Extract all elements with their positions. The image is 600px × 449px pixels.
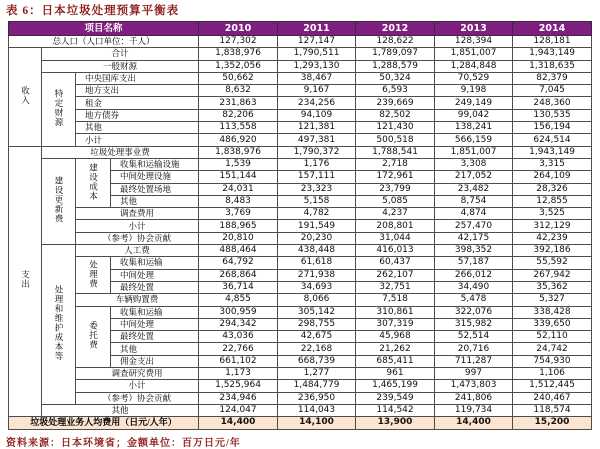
- value-cell: 42,675: [278, 331, 356, 343]
- value-cell: 6,593: [356, 85, 435, 97]
- value-cell: 127,302: [199, 36, 278, 48]
- value-cell: 119,734: [435, 404, 513, 416]
- row-label: [42, 245, 76, 405]
- value-cell: 121,381: [278, 122, 356, 134]
- row-label: 总人口（人口单位：千人）: [9, 36, 199, 48]
- value-cell: 294,342: [199, 318, 278, 330]
- value-cell: 128,181: [513, 36, 592, 48]
- row-label: 其他: [111, 195, 199, 207]
- value-cell: 82,206: [199, 109, 278, 121]
- value-cell: 12,855: [513, 195, 592, 207]
- row-label: 合计: [42, 48, 199, 60]
- value-cell: 1,473,803: [435, 380, 513, 392]
- table-row: [9, 158, 592, 170]
- value-cell: 191,549: [278, 220, 356, 232]
- value-cell: 121,430: [356, 122, 435, 134]
- group-label-vertical: 收入: [20, 85, 31, 105]
- value-cell: 624,514: [513, 134, 592, 146]
- value-cell: 236,950: [278, 392, 356, 404]
- value-cell: 4,855: [199, 294, 278, 306]
- value-cell: 8,483: [199, 195, 278, 207]
- value-cell: 151,144: [199, 171, 278, 183]
- value-cell: 5,478: [435, 294, 513, 306]
- value-cell: 15,200: [513, 417, 592, 429]
- value-cell: 1,525,964: [199, 380, 278, 392]
- value-cell: 1,838,976: [199, 48, 278, 60]
- value-cell: 1,539: [199, 158, 278, 170]
- value-cell: 234,946: [199, 392, 278, 404]
- table-row: [9, 146, 592, 158]
- value-cell: 3,525: [513, 208, 592, 220]
- row-label: [42, 158, 76, 244]
- group-label-vertical: 处理费: [88, 259, 99, 289]
- value-cell: 2,718: [356, 158, 435, 170]
- value-cell: 36,714: [199, 281, 278, 293]
- value-cell: 23,799: [356, 183, 435, 195]
- value-cell: 234,256: [278, 97, 356, 109]
- value-cell: 82,502: [356, 109, 435, 121]
- row-label: 小计: [76, 220, 199, 232]
- value-cell: 4,782: [278, 208, 356, 220]
- row-label: 最终处置: [111, 281, 199, 293]
- row-label: 人工费: [76, 245, 199, 257]
- row-label: 租金: [76, 97, 199, 109]
- table-row: [9, 257, 592, 269]
- value-cell: 339,650: [513, 318, 592, 330]
- value-cell: 1,838,976: [199, 146, 278, 158]
- value-cell: 35,362: [513, 281, 592, 293]
- value-cell: 45,968: [356, 331, 435, 343]
- value-cell: 31,044: [356, 232, 435, 244]
- value-cell: 113,558: [199, 122, 278, 134]
- value-cell: 128,622: [356, 36, 435, 48]
- column-header-year: 2013: [435, 22, 513, 36]
- value-cell: 114,542: [356, 404, 435, 416]
- header-row: [9, 22, 592, 36]
- table-title: 表 6：日本垃圾处理预算平衡表: [6, 5, 180, 17]
- value-cell: 99,042: [435, 109, 513, 121]
- row-label: 其他: [111, 343, 199, 355]
- value-cell: 310,861: [356, 306, 435, 318]
- value-cell: 124,047: [199, 404, 278, 416]
- value-cell: 1,789,097: [356, 48, 435, 60]
- group-label-vertical: 建设更新费: [53, 176, 64, 224]
- value-cell: 34,693: [278, 281, 356, 293]
- value-cell: 1,176: [278, 158, 356, 170]
- value-cell: 1,943,149: [513, 48, 592, 60]
- row-label: [76, 158, 111, 207]
- row-label: [76, 306, 111, 367]
- value-cell: 50,662: [199, 72, 278, 84]
- value-cell: 1,790,511: [278, 48, 356, 60]
- value-cell: 1,173: [199, 368, 278, 380]
- value-cell: 34,490: [435, 281, 513, 293]
- row-label: 最终处置场地: [111, 183, 199, 195]
- group-label-vertical: 建设成本: [88, 162, 99, 201]
- row-label: 中间处理设施: [111, 171, 199, 183]
- row-label: [9, 48, 42, 146]
- value-cell: 217,052: [435, 171, 513, 183]
- budget-table: [8, 21, 592, 430]
- value-cell: 248,360: [513, 97, 592, 109]
- value-cell: 1,318,635: [513, 60, 592, 72]
- value-cell: 138,241: [435, 122, 513, 134]
- value-cell: 3,308: [435, 158, 513, 170]
- value-cell: 4,874: [435, 208, 513, 220]
- value-cell: 307,319: [356, 318, 435, 330]
- value-cell: 497,381: [278, 134, 356, 146]
- value-cell: 754,930: [513, 355, 592, 367]
- value-cell: 128,394: [435, 36, 513, 48]
- table-row: [9, 404, 592, 416]
- table-row: [9, 134, 592, 146]
- value-cell: 231,863: [199, 97, 278, 109]
- value-cell: 997: [435, 368, 513, 380]
- row-label: 其他: [42, 404, 199, 416]
- value-cell: 70,529: [435, 72, 513, 84]
- row-label: 收集和运输: [111, 306, 199, 318]
- table-row: [9, 122, 592, 134]
- column-header-item: 项目名称: [9, 22, 199, 36]
- value-cell: 14,400: [435, 417, 513, 429]
- row-label: 地方债券: [76, 109, 199, 121]
- value-cell: 3,315: [513, 158, 592, 170]
- value-cell: 5,158: [278, 195, 356, 207]
- value-cell: 1,284,848: [435, 60, 513, 72]
- value-cell: 50,324: [356, 72, 435, 84]
- table-row: [9, 380, 592, 392]
- value-cell: 9,198: [435, 85, 513, 97]
- value-cell: 249,149: [435, 97, 513, 109]
- value-cell: 241,806: [435, 392, 513, 404]
- column-header-year: 2012: [356, 22, 435, 36]
- group-label-vertical: 委托费: [88, 321, 99, 350]
- value-cell: 82,379: [513, 72, 592, 84]
- table-row: [9, 232, 592, 244]
- value-cell: 20,716: [435, 343, 513, 355]
- table-row: [9, 306, 592, 318]
- value-cell: 21,262: [356, 343, 435, 355]
- value-cell: 239,669: [356, 97, 435, 109]
- value-cell: 239,549: [356, 392, 435, 404]
- row-label: 中间处理: [111, 318, 199, 330]
- value-cell: 1,484,779: [278, 380, 356, 392]
- value-cell: 130,535: [513, 109, 592, 121]
- value-cell: 1,512,445: [513, 380, 592, 392]
- row-label: 调查费用: [76, 208, 199, 220]
- value-cell: 20,230: [278, 232, 356, 244]
- table-row: [9, 36, 592, 48]
- value-cell: 488,464: [199, 245, 278, 257]
- value-cell: 61,618: [278, 257, 356, 269]
- value-cell: 661,102: [199, 355, 278, 367]
- value-cell: 8,754: [435, 195, 513, 207]
- value-cell: 9,167: [278, 85, 356, 97]
- row-label: 中间处理: [111, 269, 199, 281]
- value-cell: 94,109: [278, 109, 356, 121]
- row-label: 佣金支出: [111, 355, 199, 367]
- value-cell: 271,938: [278, 269, 356, 281]
- value-cell: 3,769: [199, 208, 278, 220]
- value-cell: 315,982: [435, 318, 513, 330]
- value-cell: 438,448: [278, 245, 356, 257]
- value-cell: 4,237: [356, 208, 435, 220]
- value-cell: 38,467: [278, 72, 356, 84]
- value-cell: 14,100: [278, 417, 356, 429]
- value-cell: 338,428: [513, 306, 592, 318]
- value-cell: 416,013: [356, 245, 435, 257]
- value-cell: 5,085: [356, 195, 435, 207]
- value-cell: 392,186: [513, 245, 592, 257]
- value-cell: 7,045: [513, 85, 592, 97]
- value-cell: 1,106: [513, 368, 592, 380]
- value-cell: 268,864: [199, 269, 278, 281]
- value-cell: 28,326: [513, 183, 592, 195]
- value-cell: 961: [356, 368, 435, 380]
- column-header-year: 2014: [513, 22, 592, 36]
- row-label: 收集和运输设施: [111, 158, 199, 170]
- value-cell: 566,159: [435, 134, 513, 146]
- value-cell: 685,411: [356, 355, 435, 367]
- row-label: （参考）协会贡献: [76, 232, 199, 244]
- value-cell: 60,437: [356, 257, 435, 269]
- value-cell: 264,109: [513, 171, 592, 183]
- row-label: （参考）协会贡献: [76, 392, 199, 404]
- row-label: [42, 72, 76, 146]
- value-cell: 57,187: [435, 257, 513, 269]
- table-row: [9, 72, 592, 84]
- table-row: [9, 85, 592, 97]
- table-row: [9, 48, 592, 60]
- value-cell: 300,959: [199, 306, 278, 318]
- value-cell: 1,293,130: [278, 60, 356, 72]
- column-header-year: 2010: [199, 22, 278, 36]
- value-cell: 262,107: [356, 269, 435, 281]
- value-cell: 1,288,579: [356, 60, 435, 72]
- group-label-vertical: 特定财源: [53, 88, 64, 127]
- value-cell: 23,482: [435, 183, 513, 195]
- value-cell: 8,066: [278, 294, 356, 306]
- table-row: [9, 417, 592, 429]
- group-label-vertical: 支出: [20, 270, 31, 290]
- value-cell: 267,942: [513, 269, 592, 281]
- value-cell: 1,943,149: [513, 146, 592, 158]
- value-cell: 24,031: [199, 183, 278, 195]
- table-row: [9, 97, 592, 109]
- table-row: [9, 109, 592, 121]
- value-cell: 22,168: [278, 343, 356, 355]
- value-cell: 14,400: [199, 417, 278, 429]
- value-cell: 32,751: [356, 281, 435, 293]
- value-cell: 1,788,541: [356, 146, 435, 158]
- row-label: 中央国库支出: [76, 72, 199, 84]
- value-cell: 266,012: [435, 269, 513, 281]
- value-cell: 305,142: [278, 306, 356, 318]
- group-label-vertical: 处理和维护成本等: [53, 284, 64, 361]
- row-label: [76, 257, 111, 294]
- value-cell: 1,352,056: [199, 60, 278, 72]
- value-cell: 118,574: [513, 404, 592, 416]
- source-note: 资料来源：日本环境省；金额单位：百万日元/年: [6, 437, 241, 449]
- value-cell: 8,632: [199, 85, 278, 97]
- value-cell: 157,111: [278, 171, 356, 183]
- value-cell: 7,518: [356, 294, 435, 306]
- row-label: 收集和运输: [111, 257, 199, 269]
- value-cell: 64,792: [199, 257, 278, 269]
- row-label: 地方支出: [76, 85, 199, 97]
- value-cell: 1,851,007: [435, 48, 513, 60]
- row-label: 车辆购置费: [76, 294, 199, 306]
- row-label: 小计: [76, 134, 199, 146]
- value-cell: 172,961: [356, 171, 435, 183]
- table-row: [9, 392, 592, 404]
- value-cell: 127,147: [278, 36, 356, 48]
- value-cell: 240,467: [513, 392, 592, 404]
- value-cell: 42,175: [435, 232, 513, 244]
- value-cell: 42,239: [513, 232, 592, 244]
- value-cell: 486,920: [199, 134, 278, 146]
- value-cell: 23,323: [278, 183, 356, 195]
- table-row: [9, 60, 592, 72]
- value-cell: 13,900: [356, 417, 435, 429]
- table-row: [9, 368, 592, 380]
- table-row: [9, 220, 592, 232]
- value-cell: 52,110: [513, 331, 592, 343]
- value-cell: 20,810: [199, 232, 278, 244]
- row-label: 垃圾处理事业费: [42, 146, 199, 158]
- value-cell: 22,766: [199, 343, 278, 355]
- value-cell: 188,965: [199, 220, 278, 232]
- value-cell: 52,514: [435, 331, 513, 343]
- value-cell: 156,194: [513, 122, 592, 134]
- table-row: [9, 245, 592, 257]
- value-cell: 711,287: [435, 355, 513, 367]
- row-label: 小计: [76, 380, 199, 392]
- value-cell: 312,129: [513, 220, 592, 232]
- value-cell: 208,801: [356, 220, 435, 232]
- value-cell: 500,518: [356, 134, 435, 146]
- value-cell: 1,851,007: [435, 146, 513, 158]
- value-cell: 322,076: [435, 306, 513, 318]
- table-row: [9, 294, 592, 306]
- table-row: [9, 208, 592, 220]
- value-cell: 43,036: [199, 331, 278, 343]
- row-label: 一般财源: [42, 60, 199, 72]
- value-cell: 298,755: [278, 318, 356, 330]
- row-label: 最终处置: [111, 331, 199, 343]
- row-label: 调查研究费用: [76, 368, 199, 380]
- value-cell: 257,470: [435, 220, 513, 232]
- value-cell: 55,592: [513, 257, 592, 269]
- value-cell: 114,043: [278, 404, 356, 416]
- column-header-year: 2011: [278, 22, 356, 36]
- value-cell: 398,352: [435, 245, 513, 257]
- value-cell: 5,327: [513, 294, 592, 306]
- value-cell: 1,790,372: [278, 146, 356, 158]
- row-label: [9, 146, 42, 417]
- value-cell: 24,742: [513, 343, 592, 355]
- value-cell: 1,277: [278, 368, 356, 380]
- row-label: 其他: [76, 122, 199, 134]
- value-cell: 1,465,199: [356, 380, 435, 392]
- row-label: 垃圾处理业务人均费用（日元/人年）: [9, 417, 199, 429]
- value-cell: 668,739: [278, 355, 356, 367]
